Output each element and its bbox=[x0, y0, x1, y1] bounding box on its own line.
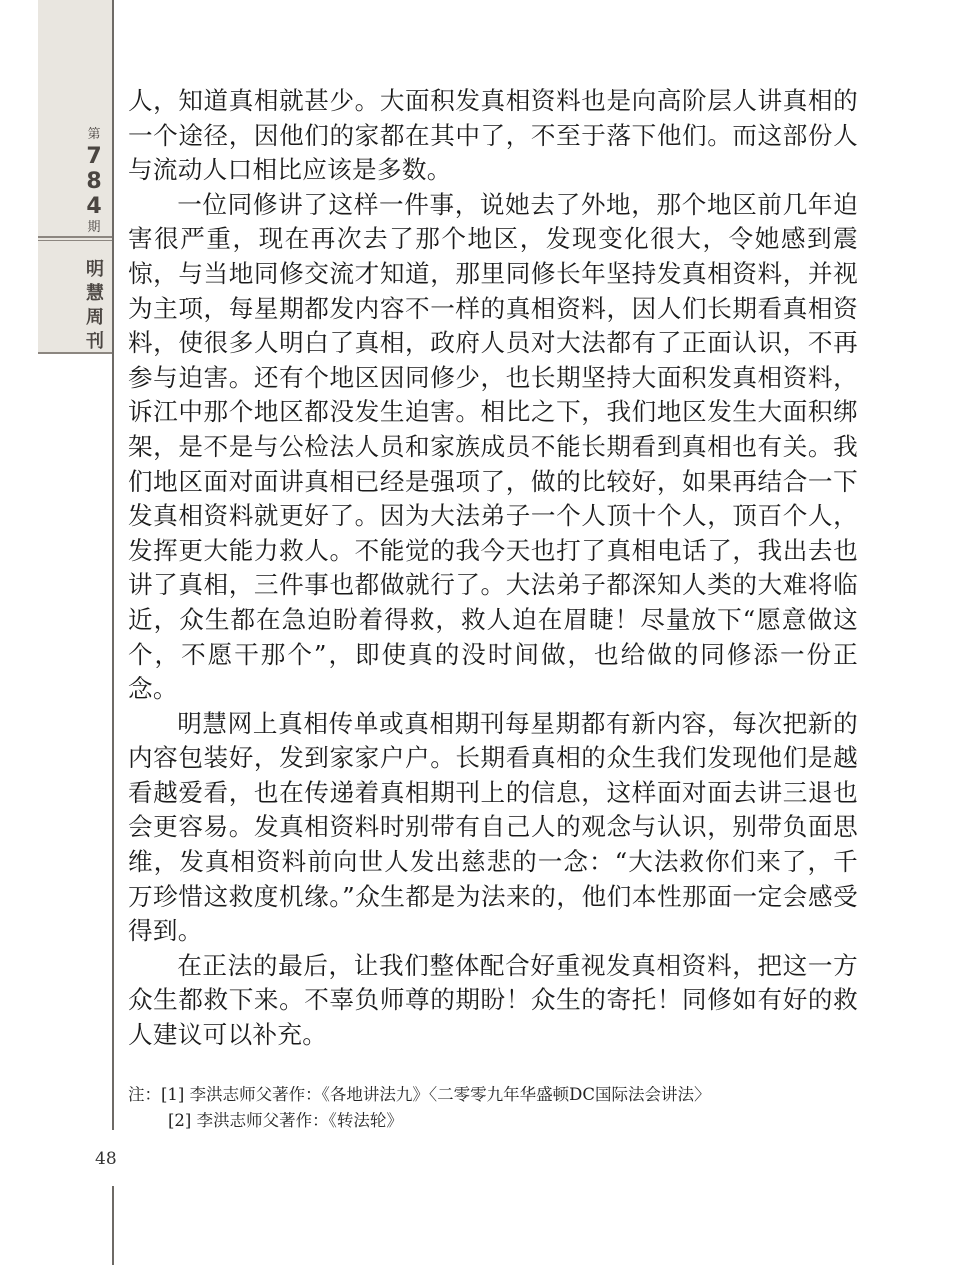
magazine-char: 慧 bbox=[86, 283, 104, 304]
margin-rule-bottom bbox=[112, 1186, 114, 1265]
magazine-char: 周 bbox=[86, 307, 104, 328]
issue-number bbox=[70, 126, 118, 237]
paragraph: 在正法的最后，让我们整体配合好重视发真相资料，把这一方众生都救下来。不辜负师尊的期盼！众生的寄托！同修如有好的救人建议可以补充。 bbox=[128, 950, 858, 1050]
magazine-title bbox=[80, 258, 110, 354]
issue-digit: 4 bbox=[86, 194, 102, 219]
paragraph: 明慧网上真相传单或真相期刊每星期都有新内容，每次把新的内容包装好，发到家家户户。长期看真相的众生我们发现他们是越看越爱看，也在传递着真相期刊上的信息，这样面对面去讲三退也会更容易。发真相资料时别带有自己人的观念与认识，别带负面思维，发真相资料前向世人发出慈悲的一念：“大法救你们来了，千万珍惜这救度机缘。”众生都是为法来的，他们本性那面一定会感受得到。 bbox=[128, 708, 858, 946]
issue-digit: 7 bbox=[86, 144, 102, 169]
article-body bbox=[128, 84, 858, 1053]
magazine-char: 明 bbox=[86, 259, 104, 280]
footnotes bbox=[128, 1082, 868, 1134]
footnote: 注：[1] 李洪志师父著作：《各地讲法九》〈二零零九年华盛顿DC国际法会讲法〉 bbox=[128, 1085, 711, 1104]
issue-prefix: 第 bbox=[87, 127, 101, 142]
paragraph: 人，知道真相就甚少。大面积发真相资料也是向高阶层人讲真相的一个途径，因他们的家都在其中了，不至于落下他们。而这部份人与流动人口相比应该是多数。 bbox=[128, 86, 858, 185]
page-number: 48 bbox=[95, 1149, 117, 1169]
footnote: [2] 李洪志师父著作：《转法轮》 bbox=[168, 1111, 403, 1130]
issue-digit: 8 bbox=[86, 169, 102, 194]
issue-suffix: 期 bbox=[87, 220, 101, 235]
magazine-char: 刊 bbox=[86, 331, 104, 352]
sidebar-divider-thin bbox=[38, 240, 112, 241]
paragraph: 一位同修讲了这样一件事，说她去了外地，那个地区前几年迫害很严重，现在再次去了那个地区，发现变化很大，令她感到震惊，与当地同修交流才知道，那里同修长年坚持发真相资料，并视为主项，每星期都发内容不一样的真相资料，因人们长期看真相资料，使很多人明白了真相，政府人员对大法都有了正面认识，不再参与迫害。还有个地区因同修少，也长期坚持大面积发真相资料，诉江中那个地区都没发生迫害。相比之下，我们地区发生大面积绑架，是不是与公检法人员和家族成员不能长期看到真相也有关。我们地区面对面讲真相已经是强项了，做的比较好，如果再结合一下发真相资料就更好了。因为大法弟子一个人顶十个人，顶百个人，发挥更大能力救人。不能觉的我今天也打了真相电话了，我出去也讲了真相，三件事也都做就行了。大法弟子都深知人类的大难将临近，众生都在急迫盼着得救，救人迫在眉睫！尽量放下“愿意做这个，不愿干那个”，即使真的没时间做，也给做的同修添一份正念。 bbox=[128, 189, 858, 704]
